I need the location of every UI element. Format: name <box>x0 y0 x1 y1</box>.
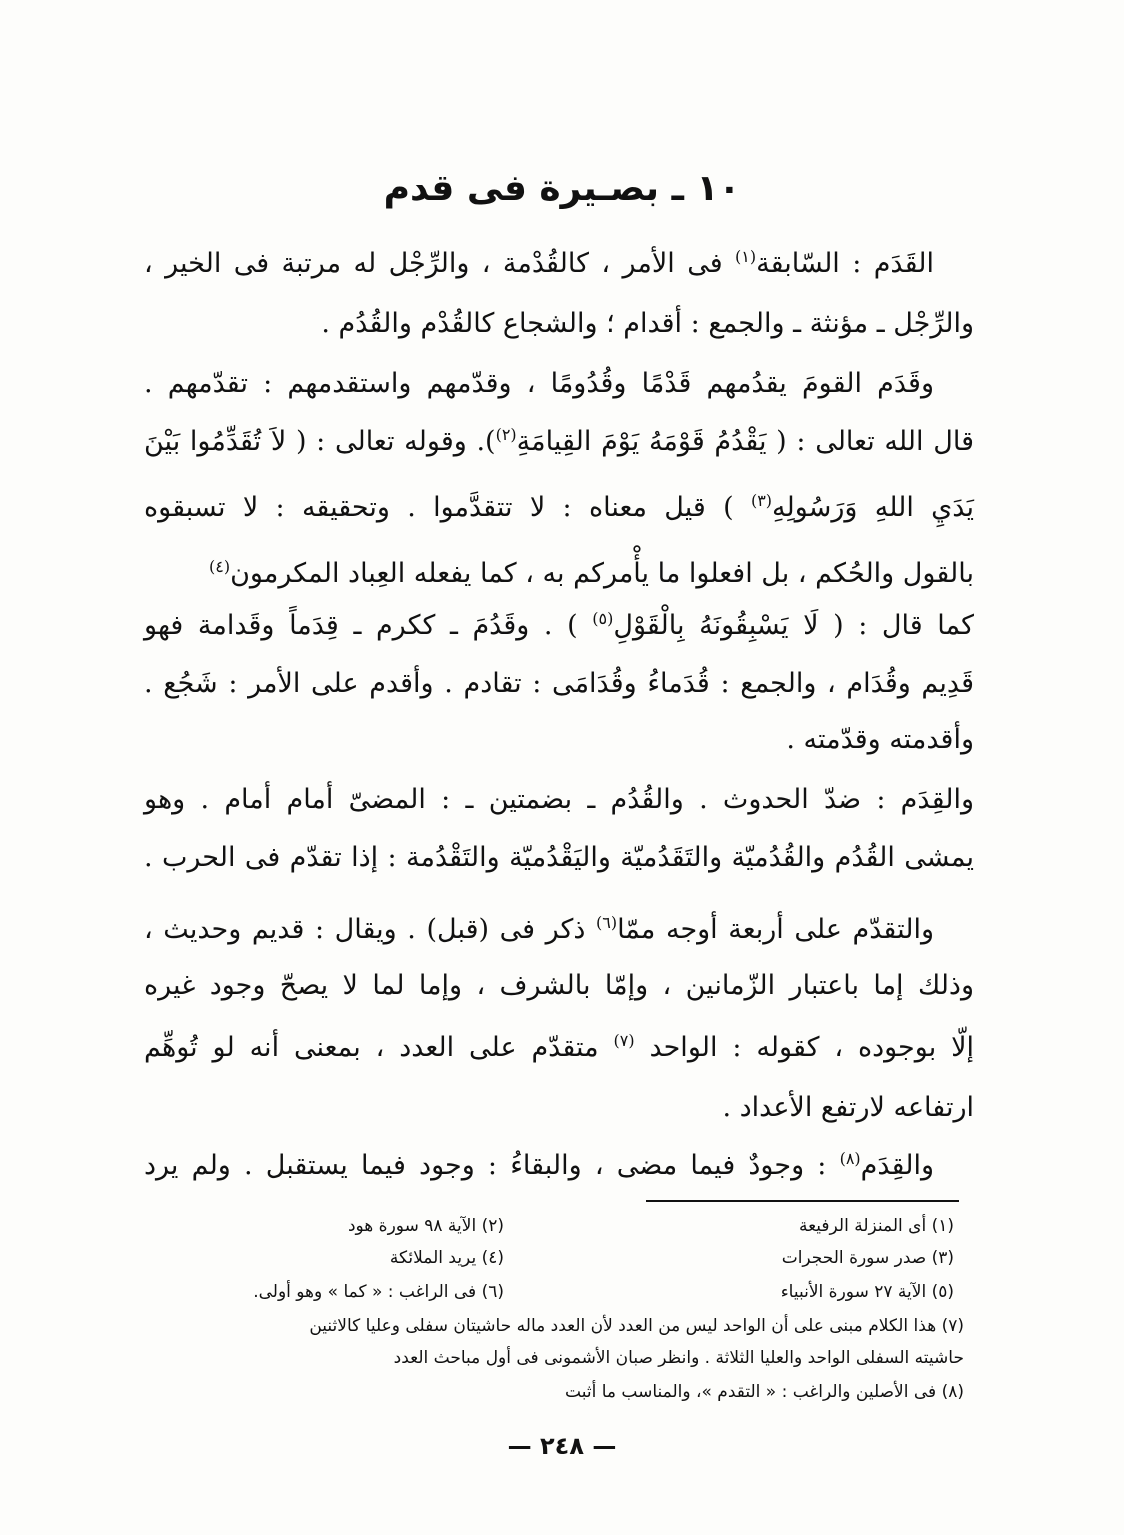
body-line-11 <box>144 838 974 878</box>
footnote-2: (٢) الآية ٩٨ سورة هود <box>347 1216 504 1236</box>
body-line-7 <box>144 606 974 646</box>
line-text: والرِّجْل ـ مؤنثة ـ والجمع : أقدام ؛ والشجاع كالقُدْم والقُدُم . <box>321 308 974 339</box>
line-text: ذكر فى (قبل) . ويقال : قديم وحديث ، <box>144 914 596 945</box>
footnote-ref: (٣) <box>750 491 773 510</box>
footnote-8: (٨) فى الأصلين والراغب : « التقدم »، والمناسب ما أثبت <box>565 1382 964 1402</box>
body-line-3 <box>144 364 974 404</box>
footnote-ref: (٧) <box>613 1031 635 1050</box>
line-text: وذلك إما باعتبار الزّمانين ، وإمّا بالشرف ، وإما لما لا يصحّ وجود غيره <box>144 970 974 1001</box>
section-title: ١٠ ـ بصـيرة فى قدم <box>383 168 741 209</box>
body-line-8 <box>144 664 974 704</box>
body-line-4 <box>144 422 974 462</box>
body-line-9 <box>144 720 974 760</box>
footnote-ref: (٦) <box>595 913 618 932</box>
footnote-separator <box>646 1200 959 1202</box>
line-text: ) قيل معناه : لا تتقدَّموا . وتحقيقه : لا تسبقوه <box>144 492 751 523</box>
body-line-15 <box>144 1088 974 1128</box>
footnote-6: (٦) فى الراغب : « كما » وهو أولى. <box>253 1282 504 1302</box>
footnote-ref: (٥) <box>592 609 614 628</box>
body-line-14 <box>144 1028 974 1068</box>
line-text: إلّا بوجوده ، كقوله : الواحد <box>634 1032 974 1063</box>
footnote-1: (١) أى المنزلة الرفيعة <box>798 1216 954 1236</box>
line-text: والتقدّم على أربعة أوجه ممّا <box>617 914 934 945</box>
line-text: متقدّم على العدد ، بمعنى أنه لو تُوهِّم <box>144 1032 614 1063</box>
body-line-5 <box>144 488 974 528</box>
page-number: — ٢٤٨ — <box>507 1432 617 1460</box>
line-text: ) . وقَدُمَ ـ ككرم ـ قِدَماً وقَدامة فهو <box>144 610 593 641</box>
line-text: والقِدَم <box>860 1150 934 1181</box>
line-text: ارتفاعه لارتفع الأعداد . <box>722 1092 974 1123</box>
body-line-13 <box>144 966 974 1006</box>
line-text: قال الله تعالى : ( يَقْدُمُ قَوْمَهُ يَوْمَ القِيامَةِ <box>516 426 974 457</box>
footnote-7-continued: حاشيته السفلى الواحد والعليا الثلاثة . وانظر صبان الأشمونى فى أول مباحث العدد <box>393 1348 964 1368</box>
footnote-4: (٤) يريد الملائكة <box>389 1248 504 1268</box>
body-line-10 <box>144 780 974 820</box>
line-text: يمشى القُدُم والقُدُميّة والتَقَدُميّة واليَقْدُميّة والتَقْدُمة : إذا تقدّم فى الحرب . <box>144 842 974 873</box>
body-line-16 <box>144 1146 974 1186</box>
footnote-ref: (١) <box>735 247 757 266</box>
line-text: كما قال : ( لَا يَسْبِقُونَهُ بِالْقَوْلِ <box>613 610 974 641</box>
line-text: وقَدَم القومَ يقدُمهم قَدْمًا وقُدُومًا ، وقدّمهم واستقدمهم : تقدّمهم . <box>144 368 934 399</box>
line-text: فى الأمر ، كالقُدْمة ، والرِّجْل له مرتبة فى الخير ، <box>144 248 736 279</box>
body-line-2 <box>144 304 974 344</box>
body-line-12 <box>144 910 974 950</box>
line-text: والقِدَم : ضدّ الحدوث . والقُدُم ـ بضمتين ـ : المضىّ أمام أمام . وهو <box>144 784 974 815</box>
footnote-ref: (٨) <box>839 1149 861 1168</box>
body-line-1 <box>144 244 974 284</box>
footnote-ref: (٢) <box>495 425 517 444</box>
line-text: يَدَيِ اللهِ وَرَسُولِهِ <box>772 492 974 523</box>
line-text: قَدِيم وقُدَام ، والجمع : قُدَماءُ وقُدَامَى : تقادم . وأقدم على الأمر : شَجُع . <box>144 668 974 699</box>
body-line-6 <box>144 554 974 594</box>
line-text: وأقدمته وقدّمته . <box>786 724 974 755</box>
line-text: بالقول والحُكم ، بل افعلوا ما يأْمركم به ، كما يفعله العِباد المكرمون <box>230 558 974 589</box>
footnote-3: (٣) صدر سورة الحجرات <box>781 1248 954 1268</box>
line-text: : وجودٌ فيما مضى ، والبقاءُ : وجود فيما يستقبل . ولم يرد <box>144 1150 840 1181</box>
footnote-ref: (٤) <box>208 557 231 576</box>
footnote-5: (٥) الآية ٢٧ سورة الأنبياء <box>780 1282 954 1302</box>
line-text: ). وقوله تعالى : ( لاَ تُقَدِّمُوا بَيْنَ <box>144 426 496 457</box>
footnote-7: (٧) هذا الكلام مبنى على أن الواحد ليس من العدد لأن العدد ماله حاشيتان سفلى وعليا كالاثنين <box>309 1316 964 1336</box>
line-text: القَدَم : السّابقة <box>756 248 934 279</box>
